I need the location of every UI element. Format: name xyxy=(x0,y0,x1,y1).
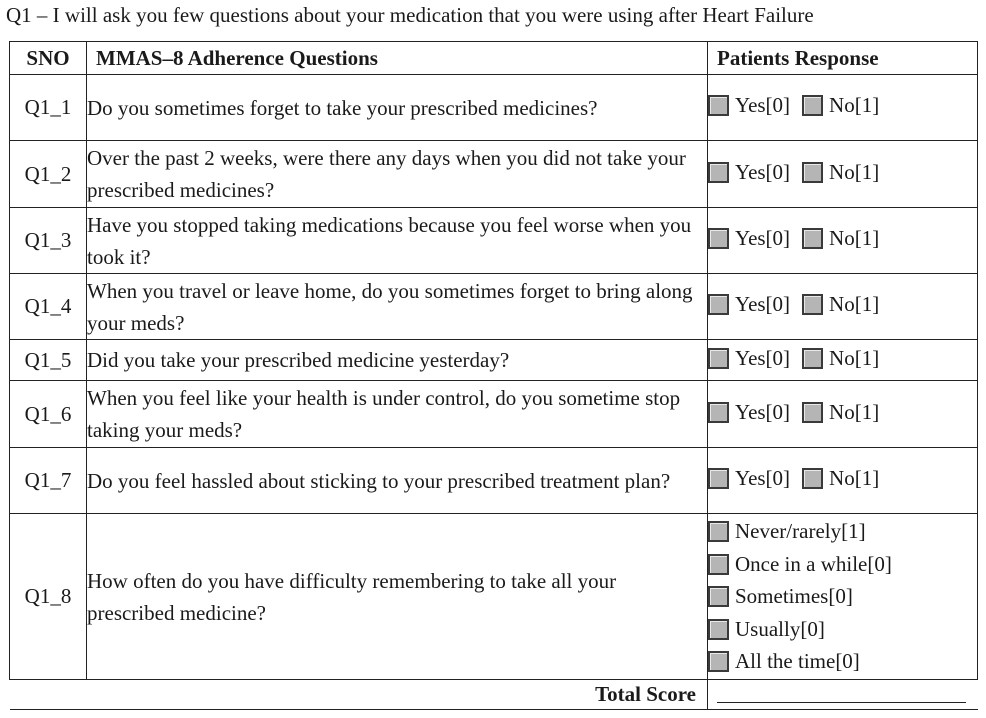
option-no[interactable] xyxy=(802,346,879,371)
response-cell xyxy=(708,141,978,208)
option-never-rarely[interactable] xyxy=(708,515,977,548)
total-score-field[interactable] xyxy=(708,680,978,710)
option-label: Yes[0] xyxy=(735,466,791,490)
question-number: Q1_7 xyxy=(10,448,87,514)
checkbox[interactable] xyxy=(708,95,729,116)
total-spacer xyxy=(10,680,87,710)
checkbox[interactable] xyxy=(708,228,729,249)
question-text: How often do you have difficulty remembering to take all your prescribed medicine? xyxy=(87,514,708,680)
question-row-q1-5 xyxy=(10,340,978,381)
option-label: No[1] xyxy=(829,345,880,370)
checkbox[interactable] xyxy=(708,468,729,489)
option-no[interactable] xyxy=(802,292,879,317)
question-number: Q1_5 xyxy=(10,340,87,381)
checkbox[interactable] xyxy=(802,402,823,423)
question-text: Do you sometimes forget to take your prescribed medicines? xyxy=(87,75,708,141)
option-yes[interactable] xyxy=(708,346,790,371)
question-row-q1-8 xyxy=(10,514,978,680)
checkbox[interactable] xyxy=(708,162,729,183)
question-number: Q1_3 xyxy=(10,208,87,274)
option-no[interactable] xyxy=(802,400,879,425)
checkbox[interactable] xyxy=(708,554,729,575)
checkbox[interactable] xyxy=(802,348,823,369)
response-cell xyxy=(708,514,978,680)
option-label: Once in a while[0] xyxy=(735,551,892,576)
question-row-q1-6 xyxy=(10,381,978,448)
checkbox[interactable] xyxy=(802,294,823,315)
question-text: Did you take your prescribed medicine yesterday? xyxy=(87,340,708,381)
option-label: No[1] xyxy=(829,466,880,490)
option-yes[interactable] xyxy=(708,466,790,491)
option-label: Yes[0] xyxy=(735,345,791,370)
option-label: Yes[0] xyxy=(735,399,791,424)
question-number: Q1_6 xyxy=(10,381,87,448)
option-sometimes[interactable] xyxy=(708,580,977,613)
response-cell xyxy=(708,274,978,340)
option-label: Yes[0] xyxy=(735,292,791,316)
option-no[interactable] xyxy=(802,226,879,251)
option-usually[interactable] xyxy=(708,613,977,646)
question-number: Q1_2 xyxy=(10,141,87,208)
checkbox[interactable] xyxy=(802,468,823,489)
option-label: No[1] xyxy=(829,399,880,424)
response-cell xyxy=(708,75,978,141)
option-yes[interactable] xyxy=(708,226,790,251)
question-row-q1-3 xyxy=(10,208,978,274)
question-row-q1-4 xyxy=(10,274,978,340)
checkbox[interactable] xyxy=(708,348,729,369)
checkbox[interactable] xyxy=(708,521,729,542)
header-sno: SNO xyxy=(10,42,87,75)
option-yes[interactable] xyxy=(708,93,790,118)
checkbox[interactable] xyxy=(708,619,729,640)
question-text: Over the past 2 weeks, were there any days when you did not take your prescribed medicines? xyxy=(87,141,708,208)
checkbox[interactable] xyxy=(708,651,729,672)
option-label: Never/rarely[1] xyxy=(735,519,866,543)
question-text: Have you stopped taking medications because you feel worse when you took it? xyxy=(87,208,708,274)
option-label: All the time[0] xyxy=(735,649,860,673)
total-score-value[interactable] xyxy=(717,702,966,703)
option-label: Usually[0] xyxy=(735,616,825,641)
option-no[interactable] xyxy=(802,93,879,118)
option-yes[interactable] xyxy=(708,160,790,185)
total-score-label: Total Score xyxy=(87,680,708,710)
option-label: No[1] xyxy=(829,292,880,316)
mmas8-questionnaire-table xyxy=(9,41,978,710)
question-number: Q1_8 xyxy=(10,514,87,680)
response-cell xyxy=(708,208,978,274)
option-all-the-time[interactable] xyxy=(708,645,977,678)
question-row-q1-1 xyxy=(10,75,978,141)
option-label: Sometimes[0] xyxy=(735,584,853,608)
option-no[interactable] xyxy=(802,160,879,185)
option-label: Yes[0] xyxy=(735,93,791,117)
option-label: Yes[0] xyxy=(735,159,791,184)
option-no[interactable] xyxy=(802,466,879,491)
option-label: No[1] xyxy=(829,93,880,117)
checkbox[interactable] xyxy=(802,95,823,116)
option-label: No[1] xyxy=(829,226,880,250)
header-question: MMAS–8 Adherence Questions xyxy=(87,42,708,75)
response-cell xyxy=(708,448,978,514)
question-text: When you feel like your health is under control, do you sometime stop taking your meds? xyxy=(87,381,708,448)
checkbox[interactable] xyxy=(802,228,823,249)
checkbox[interactable] xyxy=(708,402,729,423)
checkbox[interactable] xyxy=(708,586,729,607)
total-score-row xyxy=(10,680,978,710)
header-response: Patients Response xyxy=(708,42,978,75)
question-row-q1-2 xyxy=(10,141,978,208)
question-row-q1-7 xyxy=(10,448,978,514)
checkbox[interactable] xyxy=(802,162,823,183)
response-cell xyxy=(708,381,978,448)
header-row xyxy=(10,42,978,75)
option-label: No[1] xyxy=(829,159,880,184)
option-once-in-a-while[interactable] xyxy=(708,548,977,581)
option-label: Yes[0] xyxy=(735,226,791,250)
response-cell xyxy=(708,340,978,381)
question-number: Q1_1 xyxy=(10,75,87,141)
question-number: Q1_4 xyxy=(10,274,87,340)
checkbox[interactable] xyxy=(708,294,729,315)
question-text: Do you feel hassled about sticking to your prescribed treatment plan? xyxy=(87,448,708,514)
option-yes[interactable] xyxy=(708,292,790,317)
option-yes[interactable] xyxy=(708,400,790,425)
intro-text: Q1 – I will ask you few questions about your medication that you were using after Heart Failure xyxy=(6,3,814,27)
question-text: When you travel or leave home, do you sometimes forget to bring along your meds? xyxy=(87,274,708,340)
